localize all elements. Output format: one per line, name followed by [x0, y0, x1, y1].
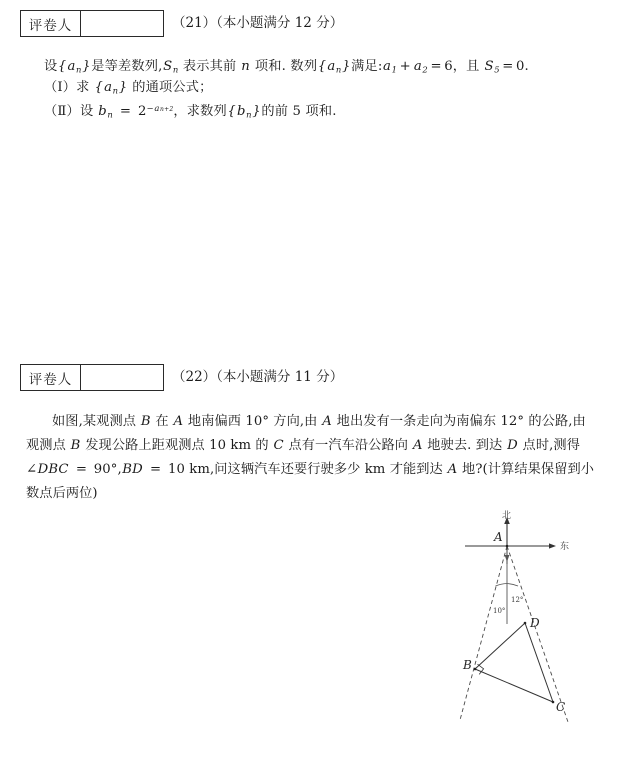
east-arrow-head: [549, 543, 556, 548]
point-label-d: D: [530, 616, 540, 630]
point-dot-d: [524, 622, 527, 625]
problem-22-line-2: 观测点 B 发现公路上距观测点 10 km 的 C 点有一汽车沿公路向 A 地驶去. 到达 D 点时,测得: [26, 438, 580, 453]
point-label-b: B: [463, 658, 472, 672]
segment-bc: [475, 669, 553, 702]
problem-22-heading: （22）（本小题满分 11 分）: [172, 369, 344, 385]
grader-blank-21[interactable]: [81, 11, 163, 36]
south-arrow-head: [505, 555, 510, 562]
problem-21-stem-line: 设$\{a_n\}$是等差数列$,S_n$ 表示其前 n 项和. 数列$\{a_n\}$满足$:a_1 + a_2 = 6$，且 $S_5 = 0$.: [44, 59, 529, 75]
point-dot-c: [552, 701, 555, 704]
angle-arc-12-deg: [507, 584, 518, 587]
north-axis-label: 北: [502, 511, 512, 521]
problem-21-part-2: （Ⅱ）设 $b_n = 2^{-an+2}$，求数列$\{b_n\}$的前 5 项和.: [44, 103, 337, 120]
ray-a-to-b-dashed: [460, 546, 507, 720]
point-dot-b: [474, 668, 477, 671]
navigation-triangle-figure: [452, 512, 602, 727]
point-label-c: C: [556, 700, 566, 714]
segment-dc: [525, 623, 553, 702]
grader-label-22: 评卷人: [21, 365, 81, 390]
problem-22-line-4: 数点后两位): [26, 486, 98, 501]
point-dot-a: [506, 545, 509, 548]
angle-arc-10-deg: [496, 584, 508, 587]
east-axis-label: 东: [560, 542, 570, 552]
angle-label-12-deg: 12°: [511, 596, 524, 604]
grader-blank-22[interactable]: [81, 365, 163, 390]
grader-label-21: 评卷人: [21, 11, 81, 36]
grader-box-22: [20, 364, 164, 391]
segment-bd: [475, 623, 525, 669]
angle-label-10-deg: 10°: [493, 607, 506, 615]
problem-21-heading: （21）（本小题满分 12 分）: [172, 15, 344, 31]
point-label-a: A: [494, 530, 503, 544]
problem-22-line-3: ∠DBC = 90°,BD = 10 km,问这辆汽车还要行驶多少 km 才能到达 A 地?(计算结果保留到小: [26, 462, 595, 477]
figure-svg: [452, 512, 602, 727]
problem-21-part-1: （Ⅰ）求 $\{a_n\}$ 的通项公式；: [44, 80, 213, 96]
problem-21-body: [44, 56, 584, 119]
problem-22-line-1: 如图,某观测点 B 在 A 地南偏西 10° 方向,由 A 地出发有一条走向为南偏东 12° 的公路,由: [52, 414, 586, 429]
grader-box-21: [20, 10, 164, 37]
problem-22-body: [26, 410, 606, 506]
